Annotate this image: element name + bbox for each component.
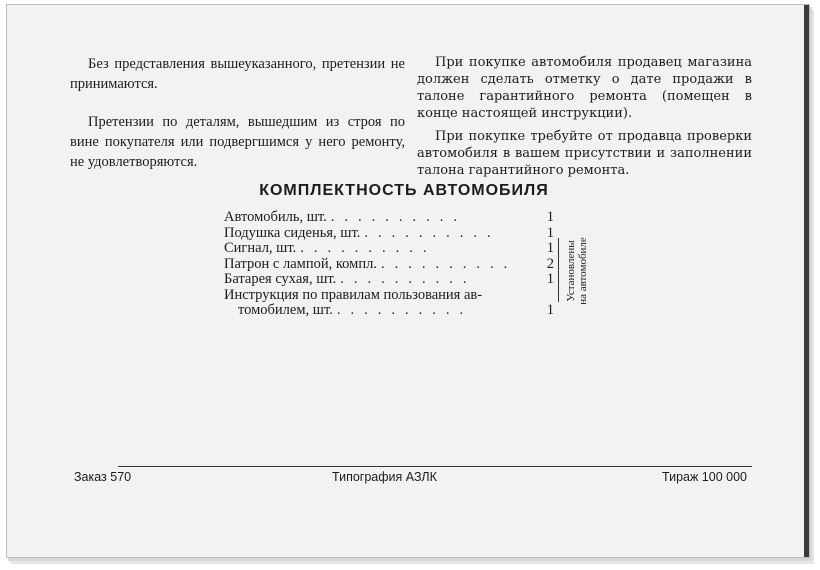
side-note-text xyxy=(565,237,589,305)
list-item-instruction xyxy=(224,288,554,304)
leader-dots: .......... xyxy=(336,303,474,318)
left-paragraph-1: Без представления вышеуказанного, претензии не принимаются. xyxy=(70,56,405,92)
leader-dots: .......... xyxy=(364,225,501,241)
right-column xyxy=(417,54,752,179)
item-quantity: 1 xyxy=(546,302,554,318)
item-quantity: 1 xyxy=(546,209,554,225)
list-item-instruction-cont xyxy=(224,303,554,319)
leader-dots: .......... xyxy=(300,241,437,256)
page-edge xyxy=(804,5,809,557)
footer-rule xyxy=(118,466,752,467)
side-note xyxy=(562,230,592,312)
footer-circulation: Тираж 100 000 xyxy=(662,470,747,484)
item-label: Патрон с лампой, компл. xyxy=(224,255,377,272)
list-item xyxy=(224,241,554,257)
item-label: Подушка сиденья, шт. xyxy=(224,224,361,241)
right-paragraph-1: При покупке автомобиля продавец магазина должен сделать отметку о дате продажи в талоне гарантийного ремонта (помещен в конце настоящей инструкции). xyxy=(417,55,752,121)
section-title: КОМПЛЕКТНОСТЬ АВТОМОБИЛЯ xyxy=(259,182,549,199)
list-item xyxy=(224,210,554,226)
leader-dots: .......... xyxy=(330,210,468,225)
item-label: Инструкция по правилам пользования ав- xyxy=(224,286,483,303)
footer-printer: Типография АЗЛК xyxy=(332,470,437,484)
leader-dots: .......... xyxy=(340,272,477,287)
equipment-list xyxy=(224,210,554,319)
side-note-line-2: на автомобиле xyxy=(577,237,589,305)
item-label: томобилем, шт. xyxy=(238,302,333,318)
item-quantity: 1 xyxy=(546,271,554,287)
left-paragraph-2: Претензии по деталям, вышедшим из строя по вине покупателя или подвергшимся у него ремонту, не удовлетворяются. xyxy=(70,114,405,170)
item-label: Батарея сухая, шт. xyxy=(224,271,337,287)
item-quantity: 1 xyxy=(546,240,554,256)
list-item xyxy=(224,272,554,288)
footer-order: Заказ 570 xyxy=(74,470,132,484)
item-label: Автомобиль, шт. xyxy=(224,209,327,225)
leader-dots: .......... xyxy=(380,256,518,272)
list-item xyxy=(224,257,554,273)
item-label: Сигнал, шт. xyxy=(224,240,297,256)
list-item xyxy=(224,226,554,242)
left-column xyxy=(70,54,405,172)
item-quantity: 1 xyxy=(546,224,554,241)
side-note-line-1: Установлены xyxy=(565,240,577,302)
right-paragraph-2: При покупке требуйте от продавца проверки автомобиля в вашем присутствии и заполнении талона гарантийного ремонта. xyxy=(417,129,752,178)
item-quantity: 2 xyxy=(546,255,554,272)
